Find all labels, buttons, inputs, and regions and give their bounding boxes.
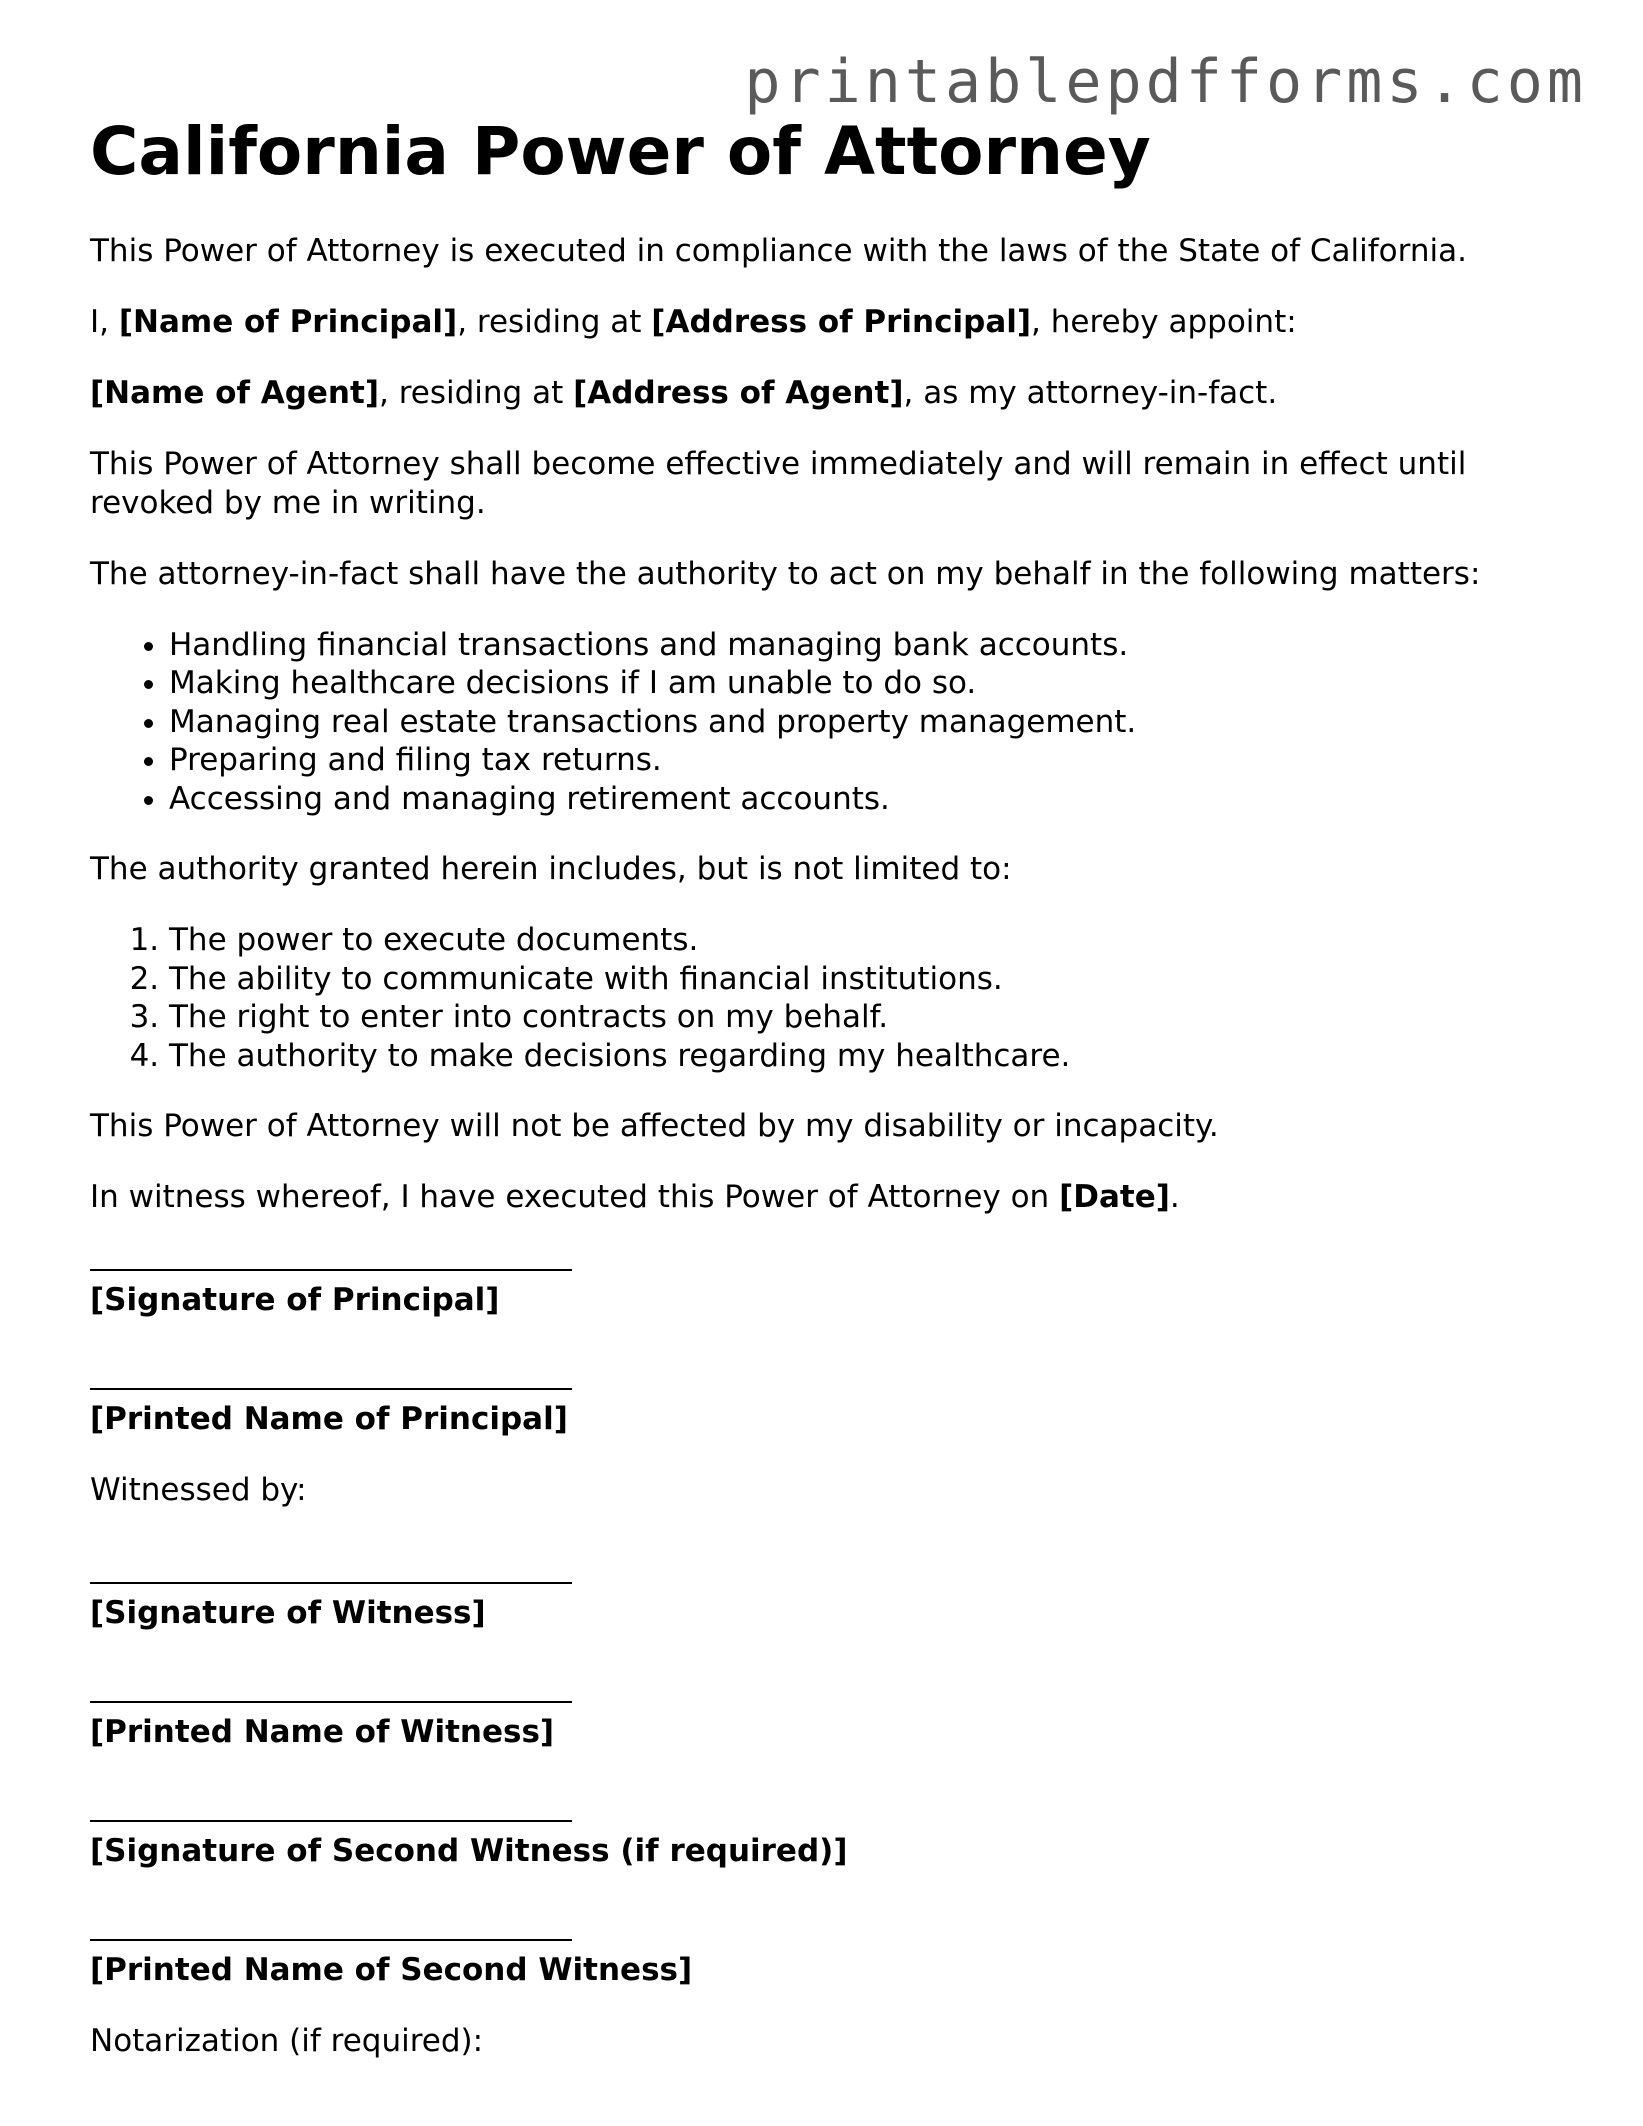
witness2-signature-line[interactable] (90, 1818, 572, 1822)
agent-text-2: , residing at (379, 374, 574, 411)
witness-signature-line[interactable] (90, 1580, 572, 1584)
includes-list (90, 921, 1570, 1075)
appoint-text-3: , hereby appoint: (1031, 303, 1297, 340)
agent-text-3: , as my attorney-in-fact. (903, 374, 1278, 411)
appoint-text-1: I, (90, 303, 119, 340)
list-item: • Accessing and managing retirement accounts. (169, 780, 1570, 819)
agent-paragraph (90, 374, 1570, 413)
intro-paragraph: This Power of Attorney is executed in compliance with the laws of the State of California. (90, 232, 1467, 269)
list-item: 3. The right to enter into contracts on my behalf. (169, 998, 1570, 1037)
list-item: • Preparing and filing tax returns. (169, 741, 1570, 780)
list-item: 2. The ability to communicate with financial institutions. (169, 960, 1570, 999)
watermark: printablepdfforms.com (744, 47, 1587, 117)
appoint-text-2: , residing at (457, 303, 652, 340)
date-field: [Date] (1059, 1179, 1170, 1216)
principal-address-field: [Address of Principal] (651, 303, 1032, 340)
witness-text-1: In witness whereof, I have executed this Power of Attorney on (90, 1179, 1060, 1216)
principal-name-field: [Name of Principal] (118, 303, 458, 340)
effective-paragraph: This Power of Attorney shall become effective immediately and will remain in effect until revoked by me in writing. (90, 445, 1467, 521)
list-item: • Managing real estate transactions and property management. (169, 703, 1570, 742)
agent-name-field: [Name of Agent] (90, 374, 379, 411)
witness-printed-label: [Printed Name of Witness] (90, 1714, 555, 1751)
list-item: • Making healthcare decisions if I am unable to do so. (169, 664, 1570, 703)
witnessed-by-label: Witnessed by: (90, 1472, 307, 1509)
list-item: 4. The authority to make decisions regarding my healthcare. (169, 1037, 1570, 1076)
witness-text-2: . (1169, 1179, 1180, 1216)
list-item: 1. The power to execute documents. (169, 921, 1570, 960)
principal-signature-line[interactable] (90, 1267, 572, 1271)
principal-printed-label: [Printed Name of Principal] (90, 1401, 568, 1438)
principal-printed-line[interactable] (90, 1386, 572, 1390)
notarization-label: Notarization (if required): (90, 2023, 484, 2060)
witness2-printed-line[interactable] (90, 1937, 572, 1941)
authority-intro: The attorney-in-fact shall have the authority to act on my behalf in the following matters: (90, 555, 1481, 592)
signature-section (90, 1267, 1570, 2061)
witness-signature-label: [Signature of Witness] (90, 1595, 486, 1632)
list-item: • Handling financial transactions and managing bank accounts. (169, 626, 1570, 665)
witness-printed-line[interactable] (90, 1699, 572, 1703)
agent-address-field: [Address of Agent] (573, 374, 904, 411)
witness-clause (90, 1178, 1570, 1217)
page-title: California Power of Attorney (90, 113, 1151, 190)
matters-list (90, 626, 1570, 819)
durable-paragraph: This Power of Attorney will not be affected by my disability or incapacity. (90, 1108, 1219, 1145)
witness2-signature-label: [Signature of Second Witness (if required)] (90, 1833, 848, 1870)
document-body (90, 114, 1570, 2093)
witness2-printed-label: [Printed Name of Second Witness] (90, 1952, 693, 1989)
appointment-paragraph (90, 303, 1570, 342)
principal-signature-label: [Signature of Principal] (90, 1282, 500, 1319)
includes-intro: The authority granted herein includes, but is not limited to: (90, 851, 1012, 888)
